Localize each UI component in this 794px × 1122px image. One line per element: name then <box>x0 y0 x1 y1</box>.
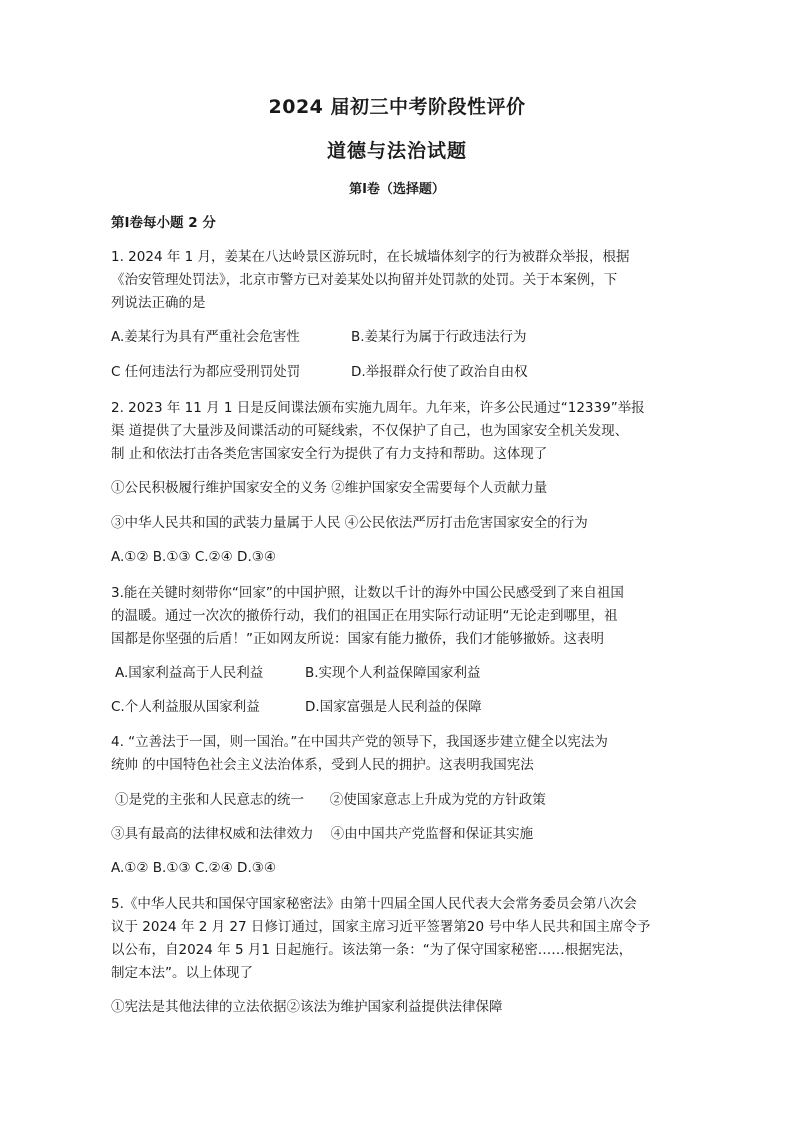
q1-line-3: 列说法正确的是 <box>111 295 206 311</box>
q4-line-1: 4. “立善法于一国，则一国治。”在中国共产党的领导下，我国逐步建立健全以宪法为 <box>111 734 608 750</box>
q2-line-2: 渠 道提供了大量涉及间谍活动的可疑线索，不仅保护了自己，也为国家安全机关发现、 <box>111 423 629 439</box>
q2-line-3: 制 止和依法打击各类危害国家安全行为提供了有力支持和帮助。这体现了 <box>111 446 548 462</box>
q1-option-b: B.姜某行为属于行政违法行为 <box>351 329 527 345</box>
q3-line-3: 国都是你坚强的后盾！”正如网友所说：国家有能力撤侨，我们才能够撤娇。这表明 <box>111 631 604 647</box>
q3-option-c: C.个人利益服从国家利益 <box>111 699 260 715</box>
q1-option-a: A.姜某行为具有严重社会危害性 <box>111 329 300 345</box>
q3-option-d: D.国家富强是人民利益的保障 <box>305 699 482 715</box>
q1-line-1: 1. 2024 年 1 月，姜某在八达岭景区游玩时，在长城墙体刻字的行为被群众举报，根据 <box>111 249 630 265</box>
q1-option-d: D.举报群众行使了政治自由权 <box>351 364 528 380</box>
part-title: 第Ⅰ卷（选择题） <box>349 182 445 197</box>
q3-options-row-2 <box>111 696 482 718</box>
q4-statements-2: ③具有最高的法律权威和法律效力 ④由中国共产党监督和保证其实施 <box>111 826 534 842</box>
q3-line-1: 3.能在关键时刻带你“回家”的中国护照，让数以千计的海外中国公民感受到了来自祖国 <box>111 585 624 601</box>
q1-line-2: 《治安管理处罚法》，北京市警方已对姜某处以拘留并处罚款的处罚。关于本案例，下 <box>111 272 618 288</box>
q5-line-2: 议于 2024 年 2 月 27 日修订通过，国家主席习近平签署第20 号中华人民共和国主席令予 <box>111 919 651 935</box>
q4-line-2: 统帅 的中国特色社会主义法治体系，受到人民的拥护。这表明我国宪法 <box>111 757 534 773</box>
subject-title: 道德与法治试题 <box>326 140 467 162</box>
q3-option-b: B.实现个人利益保障国家利益 <box>305 665 481 681</box>
q3-option-a: A.国家利益高于人民利益 <box>115 665 264 681</box>
q2-statements-2: ③中华人民共和国的武装力量属于人民 ④公民依法严厉打击危害国家安全的行为 <box>111 515 588 531</box>
q5-line-3: 以公布，自2024 年 5 月1 日起施行。该法第一条：“为了保守国家秘密……根据宪法， <box>111 942 633 958</box>
q3-options-row-1 <box>115 662 481 684</box>
q1-option-c: C 任何违法行为都应受刑罚处罚 <box>111 364 301 380</box>
q1-options-row-1 <box>111 326 527 348</box>
q4-answer-options: A.①② B.①③ C.②④ D.③④ <box>111 860 276 876</box>
q2-line-1: 2. 2023 年 11 月 1 日是反间谍法颁布实施九周年。九年来，许多公民通过“12339”举报 <box>111 400 645 416</box>
q5-statements-1: ①宪法是其他法律的立法依据②该法为维护国家利益提供法律保障 <box>111 999 503 1015</box>
q5-line-4: 制定本法”。以上体现了 <box>111 965 253 981</box>
exam-title: 2024 届初三中考阶段性评价 <box>268 96 526 118</box>
q5-line-1: 5.《中华人民共和国保守国家秘密法》由第十四届全国人民代表大会常务委员会第八次会 <box>111 896 637 912</box>
q4-statements-1: ①是党的主张和人民意志的统一 ②使国家意志上升成为党的方针政策 <box>115 792 546 808</box>
scoring-note: 第Ⅰ卷每小题 2 分 <box>111 215 216 231</box>
q1-options-row-2 <box>111 361 528 383</box>
q2-answer-options: A.①② B.①③ C.②④ D.③④ <box>111 549 276 565</box>
q2-statements-1: ①公民积极履行维护国家安全的义务 ②维护国家安全需要每个人贡献力量 <box>111 480 548 496</box>
q3-line-2: 的温暖。通过一次次的撤侨行动，我们的祖国正在用实际行动证明“无论走到哪里，祖 <box>111 608 618 624</box>
